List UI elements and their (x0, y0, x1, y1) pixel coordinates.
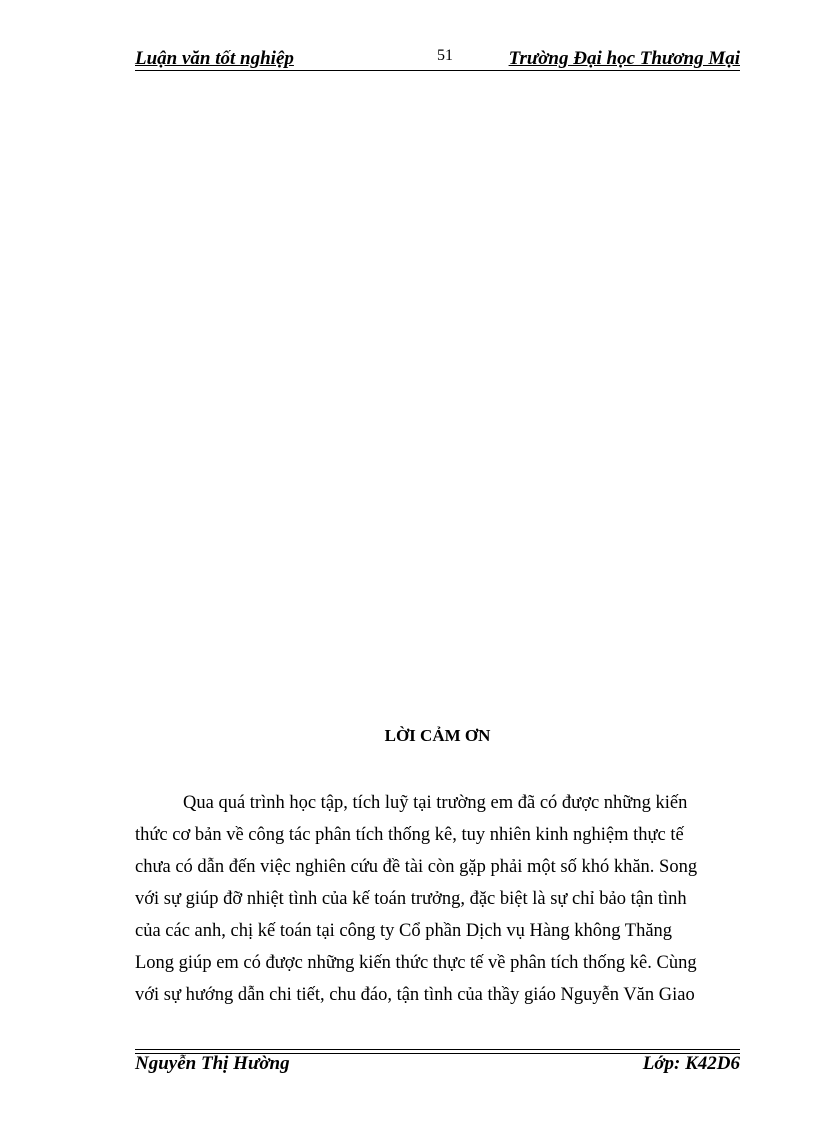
paragraph-line: của các anh, chị kế toán tại công ty Cổ phần Dịch vụ Hàng không Thăng (135, 921, 673, 941)
body-paragraph (135, 787, 720, 1011)
header-divider (135, 70, 740, 71)
paragraph-line: Qua quá trình học tập, tích luỹ tại trường em đã có được những kiến (183, 793, 688, 813)
section-title: LỜI CẢM ƠN (384, 726, 491, 745)
header-university: Trường Đại học Thương Mại (508, 48, 740, 69)
page-header (135, 48, 740, 72)
paragraph-line: với sự giúp đỡ nhiệt tình của kế toán trưởng, đặc biệt là sự chỉ bảo tận tình (135, 889, 687, 909)
paragraph-line: chưa có dẫn đến việc nghiên cứu đề tài còn gặp phải một số khó khăn. Song (135, 857, 698, 877)
footer-class: Lớp: K42D6 (642, 1053, 740, 1074)
paragraph-line: với sự hướng dẫn chi tiết, chu đáo, tận tình của thầy giáo Nguyễn Văn Giao (135, 985, 695, 1005)
paragraph-line: thức cơ bản về công tác phân tích thống kê, tuy nhiên kinh nghiệm thực tế (135, 825, 684, 845)
footer-author: Nguyễn Thị Hường (135, 1053, 290, 1074)
page-footer (135, 1053, 740, 1077)
header-document-type: Luận văn tốt nghiệp (135, 48, 294, 69)
paragraph-line: Long giúp em có được những kiến thức thực tế về phân tích thống kê. Cùng (135, 953, 697, 973)
page-number: 51 (437, 47, 453, 64)
